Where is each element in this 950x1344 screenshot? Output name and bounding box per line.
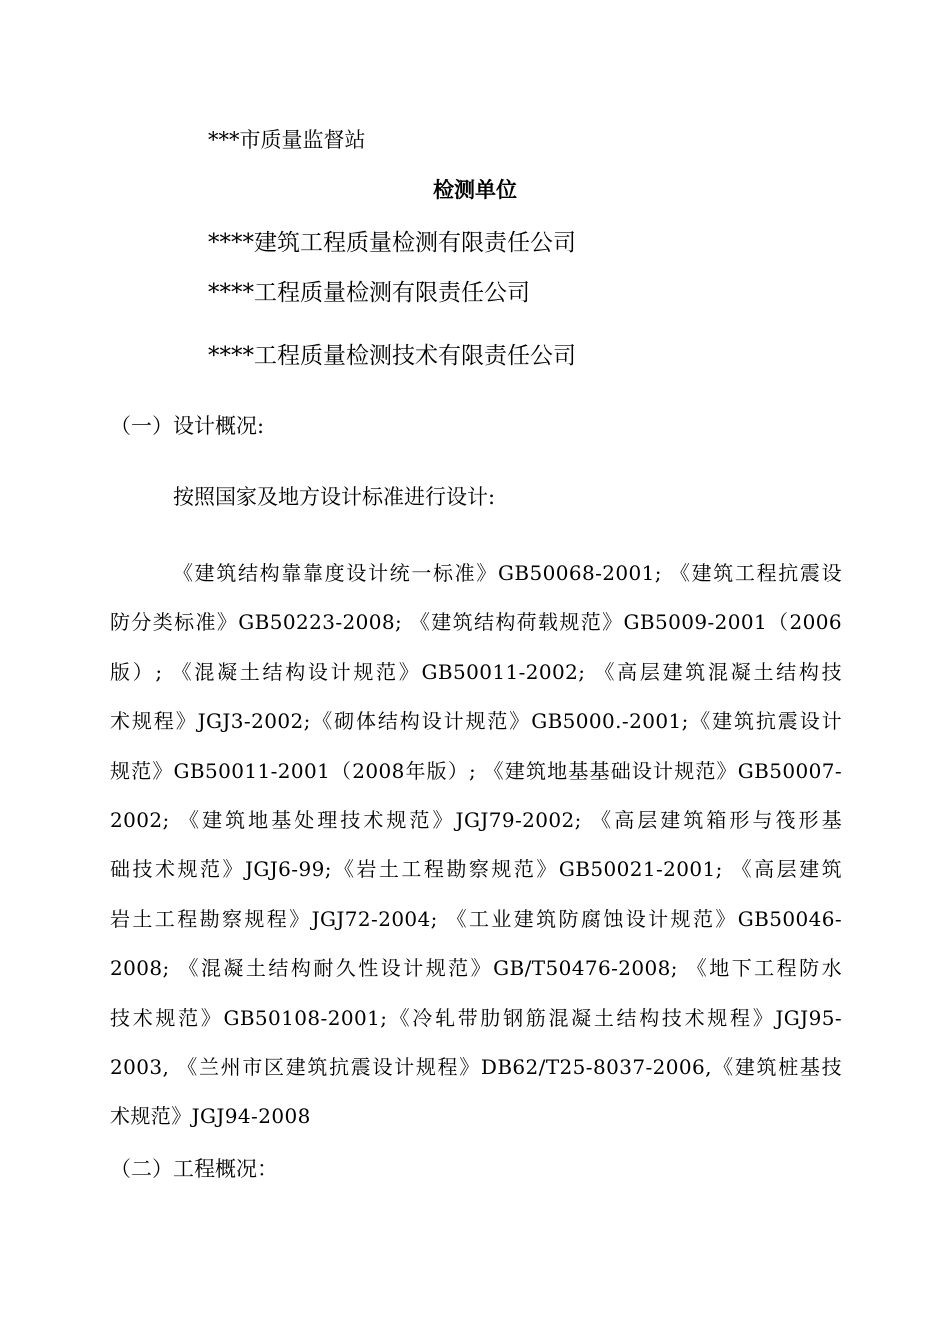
testing-unit-3: ****工程质量检测技术有限责任公司: [208, 343, 576, 369]
section-project-overview-title: （二）工程概况：: [110, 1157, 278, 1181]
paragraph-line: 《建筑结构靠靠度设计统一标准》GB50068-2001; 《建筑工程抗震设: [173, 561, 842, 585]
paragraph-line: 规范》GB50011-2001（2008年版）; 《建筑地基基础设计规范》GB50007-: [110, 758, 842, 783]
paragraph-line: 岩土工程勘察规程》JGJ72-2004; 《工业建筑防腐蚀设计规范》GB50046-: [110, 906, 842, 931]
paragraph-line: 术规范》JGJ94-2008: [110, 1104, 311, 1129]
paragraph-line: 2002; 《建筑地基处理技术规范》JGJ79-2002; 《高层建筑箱形与筏形基: [110, 807, 842, 832]
testing-unit-2: ****工程质量检测有限责任公司: [208, 280, 530, 306]
design-standards-intro: 按照国家及地方设计标准进行设计:: [173, 485, 496, 509]
testing-units-heading: 检测单位: [433, 177, 517, 202]
section-design-overview-title: （一）设计概况:: [110, 414, 265, 438]
paragraph-line: 术规程》JGJ3-2002;《砌体结构设计规范》GB5000.-2001;《建筑抗震设计: [110, 709, 842, 734]
paragraph-line: 版）; 《混凝土结构设计规范》GB50011-2002; 《高层建筑混凝土结构技: [110, 659, 842, 684]
testing-unit-1: ****建筑工程质量检测有限责任公司: [208, 230, 576, 256]
paragraph-line: 技术规范》GB50108-2001;《冷轧带肋钢筋混凝土结构技术规程》JGJ95-: [110, 1005, 842, 1030]
paragraph-line: 2003, 《兰州市区建筑抗震设计规程》DB62/T25-8037-2006,《建筑桩基技: [110, 1054, 842, 1079]
paragraph-line: 2008; 《混凝土结构耐久性设计规范》GB/T50476-2008; 《地下工程防水: [110, 956, 842, 981]
design-standards-paragraph: [110, 549, 842, 1142]
paragraph-line: 防分类标准》GB50223-2008; 《建筑结构荷载规范》GB5009-2001（2006: [110, 610, 842, 635]
supervising-station: ***市质量监督站: [208, 128, 366, 152]
paragraph-line: 础技术规范》JGJ6-99;《岩土工程勘察规范》GB50021-2001; 《高层建筑: [110, 857, 842, 882]
